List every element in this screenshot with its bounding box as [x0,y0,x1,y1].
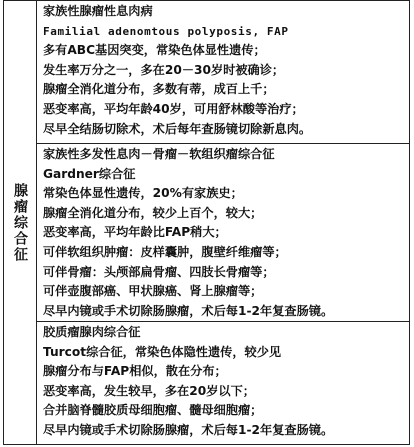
table-row-fap [37,1,409,143]
row-detail-line: 可伴骨瘤：头颅部扁骨瘤、四肢长骨瘤等； [43,264,275,279]
side-header-cell [4,1,37,444]
side-header-label: 腺瘤综合征 [12,182,28,263]
row-english-name: Gardner综合征 [43,166,136,181]
table-rows [37,1,409,444]
row-detail-line: 尽早全结肠切除术，术后每年查肠镜切除新息肉。 [43,121,312,136]
row-title: 家族性多发性息肉－骨瘤－软组织瘤综合征 [43,147,275,161]
row-detail-line: 腺瘤分布与FAP相似，散在分布； [43,364,227,379]
row-detail-line: 常染色体显性遗传，20%有家族史； [43,186,243,201]
row-detail-line: 腺瘤全消化道分布，多数有蒂，成百上千； [43,82,275,97]
row-detail-line: 多有ABC基因突变，常染色体显性遗传； [43,43,266,58]
row-detail-line: 恶变率高，平均年龄40岁，可用舒林酸等治疗； [43,101,304,116]
row-detail-line: 发生率万分之一，多在20－30岁时被确诊； [43,62,285,77]
table-row-turcot [37,321,409,444]
row-detail-line: 尽早内镜或手术切除肠腺瘤，术后每1-2年复查肠镜。 [43,303,334,318]
row-detail-line: 尽早内镜或手术切除肠腺瘤，术后每1-2年复查肠镜。 [43,422,334,437]
row-detail-line: 恶变率高，发生较早，多在20岁以下； [43,383,255,398]
row-title: 胶质瘤腺肉综合征 [43,325,141,339]
row-detail-line: 可伴壶腹部癌、甲状腺癌、肾上腺瘤等； [43,284,263,299]
row-english-name: Turcot综合征，常染色体隐性遗传，较少见 [43,344,282,359]
row-detail-line: 可伴软组织肿瘤：皮样囊肿，腹壁纤维瘤等； [43,244,287,259]
syndrome-table [3,0,410,445]
row-english-name: Familial adenomtous polyposis, FAP [43,24,289,38]
table-row-gardner [37,143,409,321]
row-title: 家族性腺瘤性息肉病 [43,4,153,18]
row-detail-line: 恶变率高，平均年龄比FAP稍大； [43,225,227,240]
row-detail-line: 腺瘤全消化道分布，较少上百个，较大； [43,205,263,220]
row-detail-line: 合并脑脊髓胶质母细胞瘤、髓母细胞瘤； [43,403,263,418]
